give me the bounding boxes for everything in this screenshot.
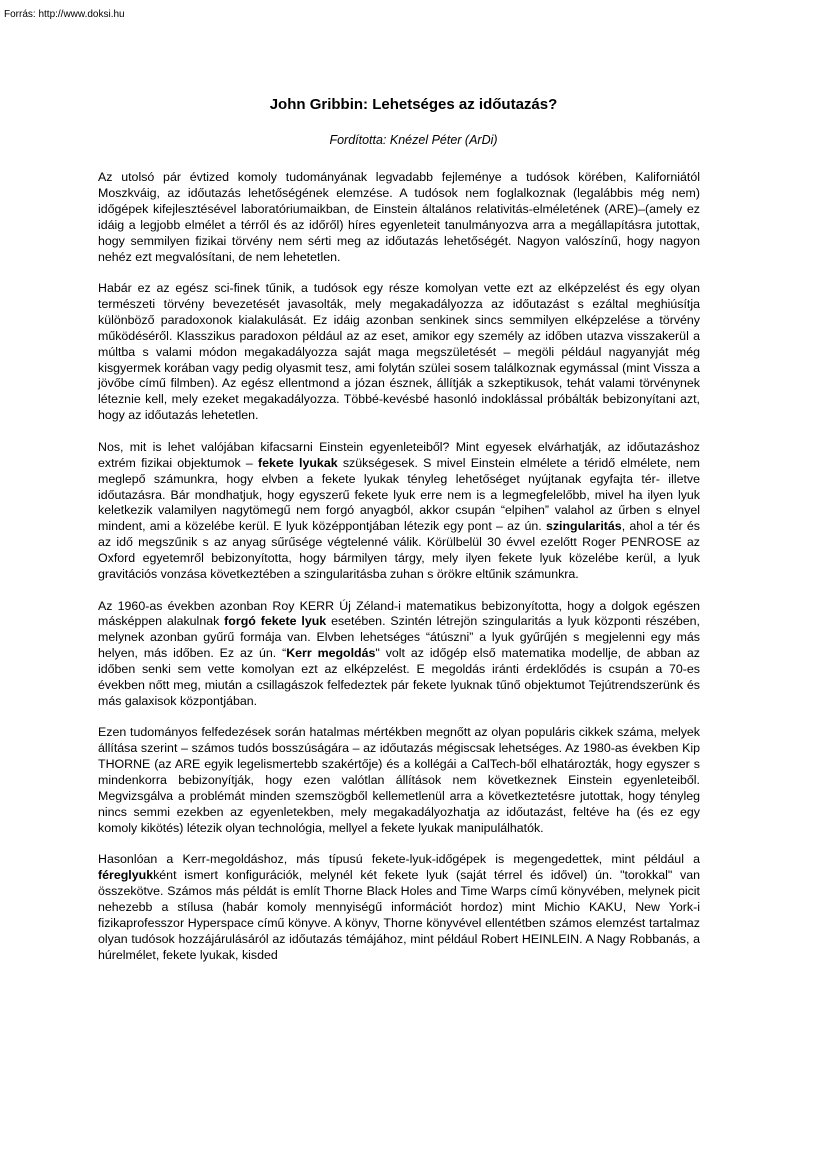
source-url: Forrás: http://www.doksi.hu — [4, 9, 125, 20]
translator-credit: Fordította: Knézel Péter (ArDi) — [329, 133, 498, 147]
article-paragraph — [98, 852, 700, 963]
bold-term: fekete lyukak — [257, 455, 338, 470]
text-run: szükségesek. S mivel Einstein elmélete a téridő elmélete, nem meglepő számunkra, hogy elvben a fekete lyukak tényleg lehetőséget nyújtanak egyfajta tér- illetve időutazásra. Bár mondhatjuk, hogy egyszerű fekete lyuk erre nem is a legmegfelelőbb, mivel ha ilyen lyuk keletkezik valamilyen nagytömegű nem forgó anyagból, akkor csupán “elpihen” valahol az űrben s elnyel mindent, ami a közelébe kerül. E lyuk középpontjában létezik egy pont – az ún. — [98, 455, 701, 534]
article-paragraph — [98, 599, 700, 710]
text-run: Ezen tudományos felfedezések során hatalmas mértékben megnőtt az olyan populáris cikkek száma, melyek állítása szerint – számos tudós bosszúságára – az időutazás mégiscsak lehetséges. Az 1980-as években Kip THORNE (az ARE egyik legelismertebb szakértője) és a kollégái a CalTech-ből elhatározták, hogy egyszer s mindenkorra bebizonyítják, hogy ezen valótlan állítások nem következnek Einstein egyenleteiből. Megvizsgálva a problémát minden szemszögből kellemetlenül arra a következtetésre jutottak, hogy tényleg nincs semmi ezekben az egyenletekben, mely megakadályozhatja az időutazást, feltéve ha (és ez egy komoly kikötés) létezik olyan technológia, mellyel a fekete lyukak manipulálhatók. — [98, 725, 700, 835]
text-run: , ahol a tér és az idő megszűnik s az anyag sűrűsége végtelenné válik. Körülbelül 30 évvel ezelőtt Roger PENROSE az Oxford egyetemről bebizonyította, hogy bármilyen tárgy, mely ilyen fekete lyuk közelébe kerül, a lyuk gravitációs vonzása következtében a szingularitásba zuhan s örökre eltűnik számunkra. — [98, 519, 700, 582]
page-title: John Gribbin: Lehetséges az időutazás? — [269, 96, 558, 113]
bold-term: forgó fekete lyuk — [224, 614, 327, 629]
article-paragraph — [98, 725, 700, 836]
text-run: ként ismert konfigurációk, melynél két fekete lyuk (saját térrel és idővel) ún. "torokkal" van összekötve. Számos más példát is említ Thorne Black Holes and Time Warps című könyvében, melynek picit nehezebb a stílusa (habár komoly mennyiségű információt hordoz) mint Michio KAKU, New York-i fizikaprofesszor Hyperspace című könyve. A könyv, Thorne könyvével ellentétben számos elemzést tartalmaz olyan tudósok hozzájárulásáról az időutazás témájához, mint például Robert HEINLEIN. A Nagy Robbanás, a húrelmélet, fekete lyukak, kisded — [98, 868, 700, 962]
article-paragraph — [98, 170, 700, 265]
text-run: esetében. Szintén létrejön szingularitás a lyuk központi részében, melynek azonban gyűrű formája van. Elvben lehetséges “átúszni” a lyuk gyűrűjén s megjelenni egy más helyen, más időben. Ez az ún. “ — [98, 614, 700, 661]
text-run: Nos, mit is lehet valójában kifacsarni Einstein egyenleteiből? Mint egyesek elvárhatják, az időutazáshoz extrém fizikai objektumok – — [98, 439, 700, 470]
bold-term: Kerr megoldás — [286, 646, 376, 661]
text-run: " volt az időgép első matematika modellje, de abban az időben senki sem vette komolyan ezt az elképzelést. E megoldás iránti érdeklődés is csupán a 70-es években nőtt meg, miután a csillagászok felfedeztek pár fekete lyuknak tűnő objektumot Tejútrendszerünk és más galaxisok központjában. — [98, 646, 701, 708]
text-run: Az utolsó pár évtized komoly tudományának legvadabb fejleménye a tudósok körében, Kaliforniától Moszkváig, az időutazás lehetőségének elemzése. A tudósok nem foglalkoznak (legalábbis még nem) időgépek kifejlesztésével laboratóriumaikban, de Einstein általános relativitás-elméletének (ARE)–(amely ez idáig a legjobb elmélet a térről és az időről) híres egyenleteit tanulmányozva arra a megállapításra jutottak, hogy semmilyen fizikai törvény nem sérti meg az időutazás lehetőségét. Nagyon valószínű, hogy nagyon nehéz ezt megvalósítani, de nem lehetetlen. — [98, 170, 700, 264]
text-run: Habár ez az egész sci-finek tűnik, a tudósok egy része komolyan vette ezt az elképzelést és egy olyan természeti törvény bevezetését javasolták, mely megakadályozza az időutazást s ezáltal meghiúsítja különböző paradoxonok kialakulását. Ez idáig azonban senkinek sincs semmilyen elképzelése a törvény működéséről. Klasszikus paradoxon például az az eset, amikor egy személy az időben utazva visszakerül a múltba s valami módon megakadályozza saját maga megszületését – megöli például nagyanyját még kisgyermek korában vagy pedig olyasmit tesz, ami folytán szülei sosem találkoznak egymással (mint Vissza a jövőbe című filmben). Az egész ellentmond a józan észnek, állítják a szkeptikusok, tehát valami törvénynek léteznie kell, mely ezeket megakadályozza. Többé-kevésbé hasonló indoklással próbálták bebizonyítani azt, hogy az időutazás lehetetlen. — [98, 281, 700, 423]
bold-term: féreglyuk — [98, 868, 154, 883]
bold-term: szingularitás — [545, 519, 622, 534]
article-paragraph — [98, 281, 700, 424]
article-body — [98, 170, 700, 979]
article-paragraph — [98, 440, 700, 583]
text-run: Hasonlóan a Kerr-megoldáshoz, más típusú fekete-lyuk-időgépek is megengedettek, mint például a — [98, 852, 700, 867]
text-run: Az 1960-as években azonban Roy KERR Új Zéland-i matematikus bebizonyította, hogy a dolgok egészen másképpen alakulnak — [98, 598, 700, 629]
